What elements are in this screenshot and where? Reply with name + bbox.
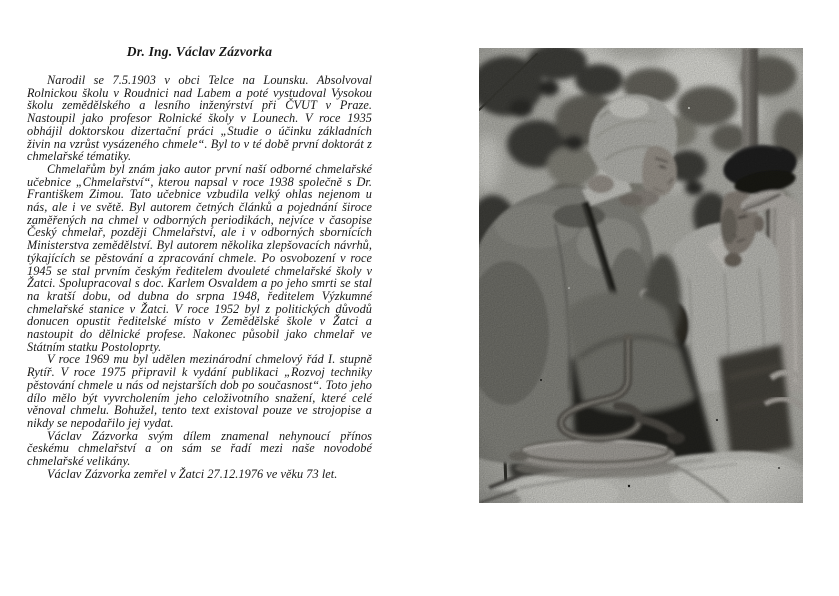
article bbox=[27, 44, 372, 481]
paragraph: Narodil se 7.5.1903 v obci Telce na Lounsku. Absolvoval Rolnickou školu v Roudnici nad Labem a poté vystudoval Vysokou školu zemědělského a lesního inženýrství při ČVUT v Praze. Nastoupil jako profesor Rolnické školy v Lounech. V roce 1935 obhájil doktorskou dizertační práci „Studie o účinku základních živin na vzrůst vysázeného chmele“. Byl to v té době první doktorát z chmelařské tématiky. bbox=[27, 73, 372, 164]
photo-illustration bbox=[479, 48, 803, 503]
paragraph: V roce 1969 mu byl udělen mezinárodní chmelový řád I. stupně Rytíř. V roce 1975 připravil k vydání publikaci „Rozvoj techniky pěstování chmele u nás od nejstarších dob po současnost“. Toto jeho dílo mělo být vyvrcholením jeho celoživotního snažení, které celé věnoval chmelu. Bohužel, tento text existoval pouze ve strojopise a nikdy se nepodařilo jej vydat. bbox=[27, 352, 372, 430]
photo bbox=[479, 48, 803, 503]
paragraph: Václav Zázvorka zemřel v Žatci 27.12.1976 ve věku 73 let. bbox=[47, 466, 338, 481]
article-body bbox=[27, 74, 372, 481]
paragraph: Chmelařům byl znám jako autor první naší odborné chmelařské učebnice „Chmelařství“, kterou napsal v roce 1938 společně s Dr. Františkem Zimou. Tato učebnice vzbudila velký ohlas nejenom u nás, ale i ve světě. Byl autorem četných článků a pojednání široce zaměřených na chmel v odborných periodikách, nejvíce v časopise Český chmelař, později Chmelařství, ale i v odborných sbornících Ministerstva zemědělství. Byl autorem několika zlepšovacích návrhů, týkajících se pěstování a zpracování chmele. Po osvobození v roce 1945 se stal prvním českým ředitelem dvouleté chmelařské školy v Žatci. Spolupracoval s doc. Karlem Osvaldem a po jeho smrti se stal na kratší dobu, od dubna do srpna 1948, ředitelem Výzkumné chmelařské stanice v Žatci. V roce 1952 byl z politických důvodů donucen opustit ředitelské místo v Zemědělské škole v Žatci a nastoupit do dělnické profese. Nakonec působil jako chmelař ve Státním statku Postoloprty. bbox=[27, 161, 372, 354]
article-title: Dr. Ing. Václav Zázvorka bbox=[126, 44, 273, 59]
paragraph: Václav Zázvorka svým dílem znamenal nehynoucí přínos českému chmelařství a on sám se řadí mezi naše novodobé chmelařské velikány. bbox=[27, 428, 372, 469]
